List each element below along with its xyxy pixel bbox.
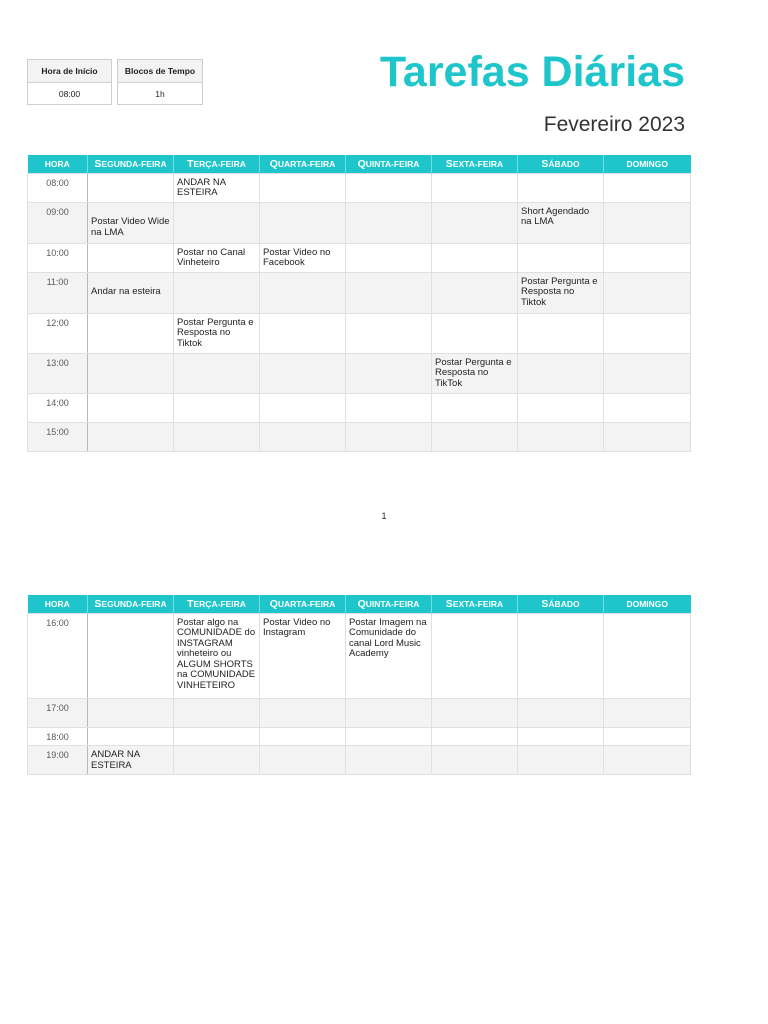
task-cell-1900-domingo [604,746,691,775]
task-cell-1700-quarta [260,698,346,727]
column-header-sabado: SÁBADO [518,595,604,613]
task-cell-1300-segunda [88,353,174,393]
schedule-table-page-1 [27,155,691,452]
task-cell-1300-domingo [604,353,691,393]
row-1000 [28,243,691,272]
time-cell-1700: 17:00 [28,698,88,727]
task-cell-1800-segunda [88,727,174,746]
row-1500 [28,422,691,451]
task-cell-1400-terca [174,393,260,422]
task-cell-1200-sabado [518,313,604,353]
task-cell-1900-quarta [260,746,346,775]
task-cell-1500-quarta [260,422,346,451]
row-1700 [28,698,691,727]
task-cell-0900-sabado: Short Agendado na LMA [518,202,604,243]
task-cell-1200-sexta [432,313,518,353]
task-cell-1500-segunda [88,422,174,451]
task-cell-0800-sabado [518,173,604,202]
time-cell-0900: 09:00 [28,202,88,243]
time-cell-1900: 19:00 [28,746,88,775]
task-cell-1900-sexta [432,746,518,775]
task-cell-1000-quarta: Postar Video no Facebook [260,243,346,272]
row-1900 [28,746,691,775]
task-cell-0900-segunda: Postar Video Wide na LMA [88,202,174,243]
task-cell-1200-quinta [346,313,432,353]
task-cell-1200-domingo [604,313,691,353]
schedule-table-page-2 [27,595,691,775]
task-cell-1100-quarta [260,272,346,313]
task-cell-1300-sexta: Postar Pergunta e Resposta no TikTok [432,353,518,393]
task-cell-1700-domingo [604,698,691,727]
task-cell-1000-sabado [518,243,604,272]
task-cell-1100-domingo [604,272,691,313]
task-cell-1100-terca [174,272,260,313]
task-cell-1400-sexta [432,393,518,422]
row-1100 [28,272,691,313]
task-cell-1300-quarta [260,353,346,393]
task-cell-0800-domingo [604,173,691,202]
time-block-value: 1h [117,83,203,105]
task-cell-1700-quinta [346,698,432,727]
time-cell-0800: 08:00 [28,173,88,202]
task-cell-1500-sexta [432,422,518,451]
task-cell-1900-terca [174,746,260,775]
task-cell-1900-segunda: ANDAR NA ESTEIRA [88,746,174,775]
task-cell-1000-terca: Postar no Canal Vinheteiro [174,243,260,272]
column-header-quarta: QUARTA-FEIRA [260,595,346,613]
task-cell-0800-segunda [88,173,174,202]
page-title: Tarefas Diárias [379,48,685,96]
column-header-domingo: DOMINGO [604,155,691,173]
column-header-quinta: QUINTA-FEIRA [346,155,432,173]
task-cell-1100-quinta [346,272,432,313]
task-cell-1700-sexta [432,698,518,727]
time-block-setting [117,59,203,105]
header-row [28,155,691,173]
column-header-domingo: DOMINGO [604,595,691,613]
column-header-quarta: QUARTA-FEIRA [260,155,346,173]
time-cell-1400: 14:00 [28,393,88,422]
task-cell-0800-quinta [346,173,432,202]
task-cell-1400-domingo [604,393,691,422]
time-cell-1200: 12:00 [28,313,88,353]
row-1200 [28,313,691,353]
column-header-sexta: SEXTA-FEIRA [432,595,518,613]
task-cell-1900-quinta [346,746,432,775]
time-cell-1300: 13:00 [28,353,88,393]
task-cell-1800-sabado [518,727,604,746]
task-cell-1300-sabado [518,353,604,393]
task-cell-0900-sexta [432,202,518,243]
task-cell-1800-quinta [346,727,432,746]
task-cell-1100-segunda: Andar na esteira [88,272,174,313]
task-cell-1800-domingo [604,727,691,746]
time-cell-1600: 16:00 [28,613,88,698]
column-header-terca: TERÇA-FEIRA [174,155,260,173]
task-cell-1000-segunda [88,243,174,272]
task-cell-1600-quarta: Postar Video no Instagram [260,613,346,698]
task-cell-1400-sabado [518,393,604,422]
time-cell-1100: 11:00 [28,272,88,313]
column-header-quinta: QUINTA-FEIRA [346,595,432,613]
column-header-sabado: SÁBADO [518,155,604,173]
start-time-setting [27,59,112,105]
row-0800 [28,173,691,202]
task-cell-1400-segunda [88,393,174,422]
task-cell-0800-sexta [432,173,518,202]
task-cell-1600-quinta: Postar Imagem na Comunidade do canal Lord Music Academy [346,613,432,698]
task-cell-1400-quarta [260,393,346,422]
task-cell-1300-quinta [346,353,432,393]
task-cell-1500-quinta [346,422,432,451]
column-header-hora: HORA [28,155,88,173]
time-cell-1000: 10:00 [28,243,88,272]
task-cell-1300-terca [174,353,260,393]
row-1600 [28,613,691,698]
page-subtitle: Fevereiro 2023 [543,113,685,136]
column-header-segunda: SEGUNDA-FEIRA [88,595,174,613]
task-cell-0800-terca: ANDAR NA ESTEIRA [174,173,260,202]
task-cell-1200-segunda [88,313,174,353]
task-cell-1600-sexta [432,613,518,698]
task-cell-0800-quarta [260,173,346,202]
task-cell-0900-terca [174,202,260,243]
time-block-label: Blocos de Tempo [117,59,203,83]
task-cell-1700-segunda [88,698,174,727]
column-header-terca: TERÇA-FEIRA [174,595,260,613]
task-cell-1100-sabado: Postar Pergunta e Resposta no Tiktok [518,272,604,313]
task-cell-0900-domingo [604,202,691,243]
task-cell-1600-terca: Postar algo na COMUNIDADE do INSTAGRAM vinheteiro ou ALGUM SHORTS na COMUNIDADE VINHETEIRO [174,613,260,698]
row-1800 [28,727,691,746]
task-cell-1600-segunda [88,613,174,698]
task-cell-1500-domingo [604,422,691,451]
column-header-sexta: SEXTA-FEIRA [432,155,518,173]
task-cell-1800-terca [174,727,260,746]
row-0900 [28,202,691,243]
time-cell-1800: 18:00 [28,727,88,746]
task-cell-1600-sabado [518,613,604,698]
task-cell-1800-quarta [260,727,346,746]
start-time-value: 08:00 [27,83,112,105]
task-cell-1400-quinta [346,393,432,422]
time-cell-1500: 15:00 [28,422,88,451]
column-header-segunda: SEGUNDA-FEIRA [88,155,174,173]
task-cell-1000-sexta [432,243,518,272]
task-cell-1500-terca [174,422,260,451]
task-cell-1000-domingo [604,243,691,272]
task-cell-1700-sabado [518,698,604,727]
task-cell-1700-terca [174,698,260,727]
task-cell-1800-sexta [432,727,518,746]
page-number: 1 [381,511,387,521]
task-cell-1500-sabado [518,422,604,451]
header-row [28,595,691,613]
column-header-hora: HORA [28,595,88,613]
row-1300 [28,353,691,393]
task-cell-1100-sexta [432,272,518,313]
task-cell-1600-domingo [604,613,691,698]
task-cell-1200-terca: Postar Pergunta e Resposta no Tiktok [174,313,260,353]
row-1400 [28,393,691,422]
task-cell-0900-quarta [260,202,346,243]
task-cell-1200-quarta [260,313,346,353]
task-cell-0900-quinta [346,202,432,243]
start-time-label: Hora de Início [27,59,112,83]
task-cell-1900-sabado [518,746,604,775]
task-cell-1000-quinta [346,243,432,272]
